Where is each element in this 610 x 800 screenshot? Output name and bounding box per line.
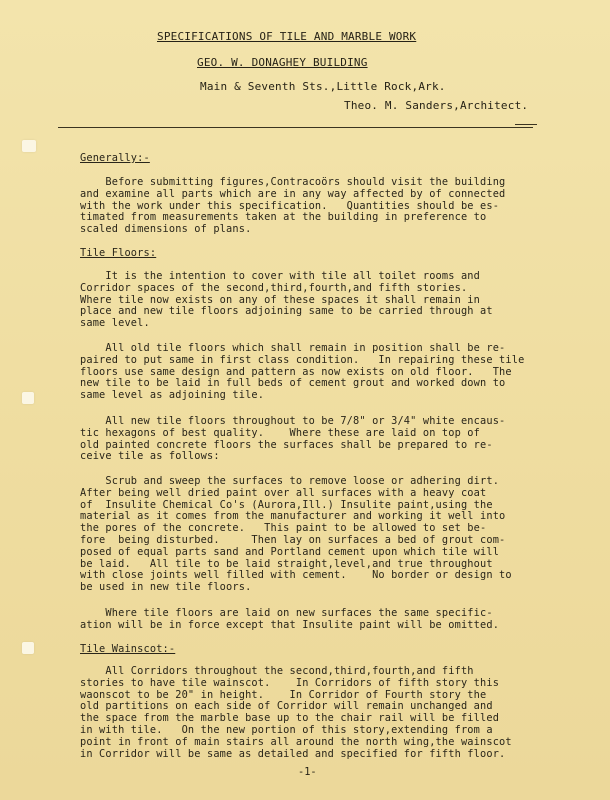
paragraph-tile-floors-1: It is the intention to cover with tile all toilet rooms and Corridor spaces of the second,third,fourth,and fifth stories. Where tile now exists on any of these spaces it shall remain in place and new tile floors adjoining same to be carried through at same level.: [80, 270, 493, 330]
section-heading-tile-wainscot: Tile Wainscot:-: [80, 643, 176, 655]
paper-tear-mark: [22, 642, 34, 654]
building-name: GEO. W. DONAGHEY BUILDING: [197, 56, 368, 69]
paragraph-tile-floors-3: All new tile floors throughout to be 7/8" or 3/4" white encaus- tic hexagons of best quality. Where these are laid on top of old painted concrete floors the surfaces shall be prepared to re- ceive tile as follows:: [80, 415, 506, 463]
paragraph-generally-1: Before submitting figures,Contracoörs should visit the building and examine all parts which are in any way affected by of connected with the work under this specification. Quantities should be es- timated from measurements taken at the building in preference to scaled dimensions of plans.: [80, 176, 506, 236]
building-address: Main & Seventh Sts.,Little Rock,Ark.: [200, 80, 446, 93]
paragraph-tile-wainscot-1: All Corridors throughout the second,third,fourth,and fifth stories to have tile wainscot. In Corridors of fifth story this waonscot to be 20" in height. In Corridor of Fourth story the old partitions on each side of Corridor will remain unchanged and the space from the marble base up to the chair rail will be filled in with tile. On the new portion of this story,extending from a point in front of main stairs all around the north wing,the wainscot in Corridor will be same as detailed and specified for fifth floor.: [80, 665, 512, 760]
paragraph-tile-floors-4: Scrub and sweep the surfaces to remove loose or adhering dirt. After being well dried paint over all surfaces with a heavy coat of Insulite Chemical Co's (Aurora,Ill.) Insulite paint,using the material as it comes from the manufacturer and working it well into the pores of the concrete. This paint to be allowed to set be- fore being disturbed. Then lay on surfaces a bed of grout com- posed of equal parts sand and Portland cement upon which tile will be laid. All tile to be laid straight,level,and true throughout with close joints well filled with cement. No border or design to be used in new tile floors.: [80, 475, 512, 594]
page-number: -1-: [298, 766, 317, 778]
section-heading-tile-floors: Tile Floors:: [80, 247, 157, 259]
header-divider: [58, 127, 533, 128]
paragraph-tile-floors-5: Where tile floors are laid on new surfaces the same specific- ation will be in force except that Insulite paint will be omitted.: [80, 607, 500, 631]
document-title: SPECIFICATIONS OF TILE AND MARBLE WORK: [157, 30, 417, 43]
architect-name: Theo. M. Sanders,Architect.: [344, 99, 529, 112]
paper-tear-mark: [22, 392, 34, 404]
section-heading-generally: Generally:-: [80, 152, 150, 164]
header-divider-tail: [515, 124, 537, 125]
paper-tear-mark: [22, 140, 36, 152]
paragraph-tile-floors-2: All old tile floors which shall remain in position shall be re- paired to put same in first class condition. In repairing these tile floors use same design and pattern as now exists on old floor. The new tile to be laid in full beds of cement grout and worked down to same level as adjoining tile.: [80, 342, 525, 402]
